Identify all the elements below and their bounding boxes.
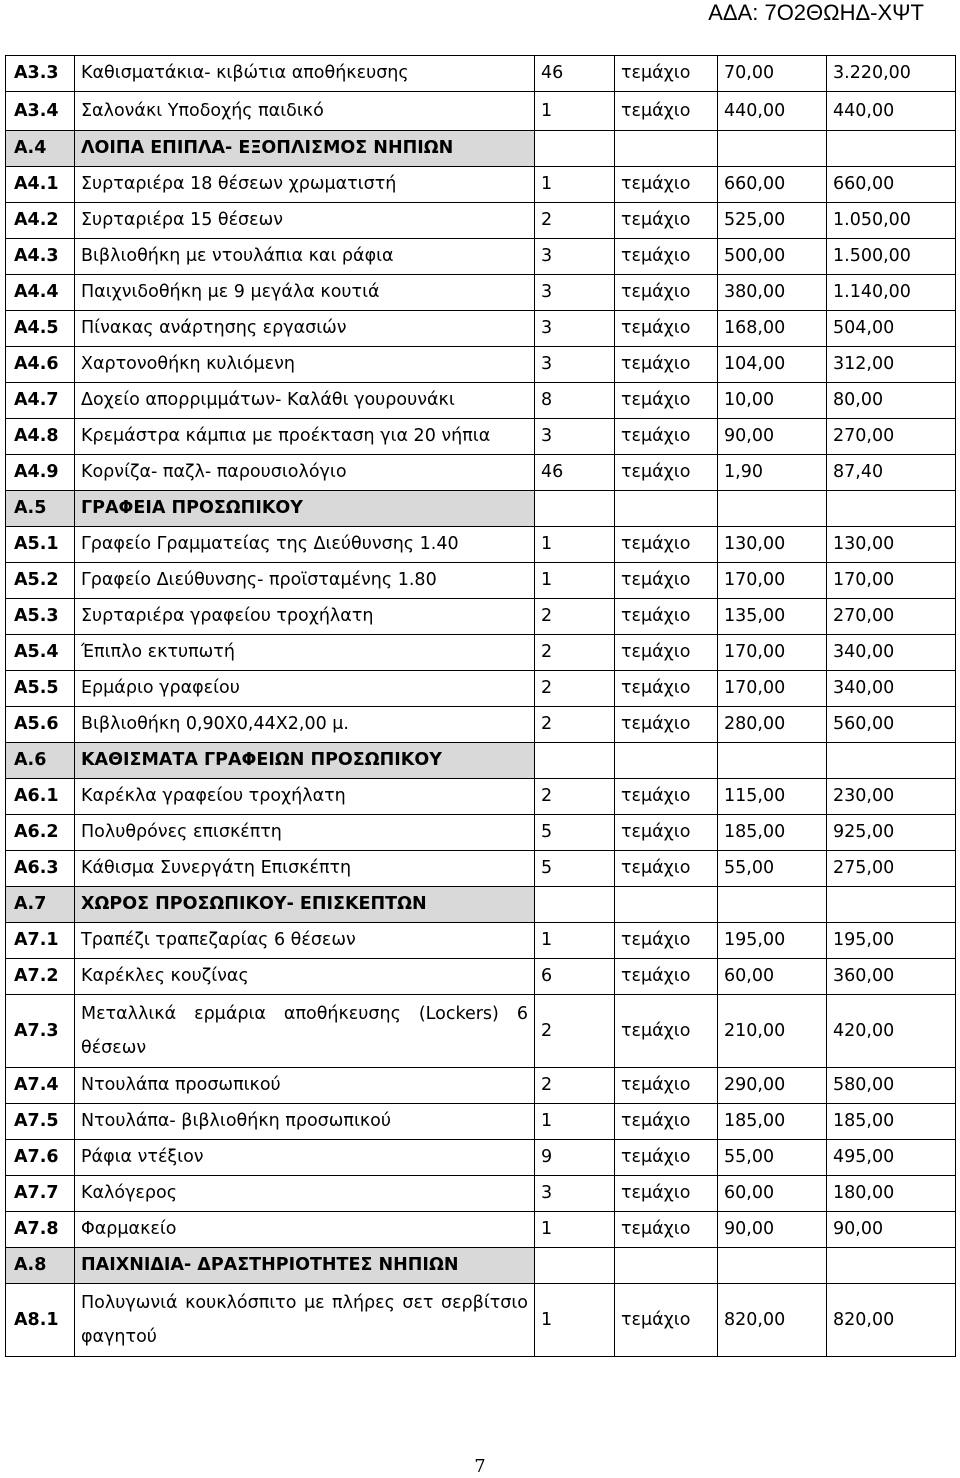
item-unit: τεμάχιο [615,527,718,563]
item-total: 340,00 [827,671,956,707]
item-quantity: 2 [535,599,615,635]
empty-cell [535,743,615,779]
item-quantity: 3 [535,1176,615,1212]
item-unit-price: 130,00 [718,527,827,563]
item-unit-price: 90,00 [718,1212,827,1248]
item-unit-price: 70,00 [718,56,827,92]
item-quantity: 5 [535,851,615,887]
item-description: Συρταριέρα γραφείου τροχήλατη [75,599,535,635]
item-quantity: 2 [535,707,615,743]
table-row [6,671,956,707]
item-unit: τεμάχιο [615,635,718,671]
item-unit: τεμάχιο [615,923,718,959]
item-unit-price: 195,00 [718,923,827,959]
item-code: Α5.4 [6,635,75,671]
item-unit-price: 210,00 [718,995,827,1068]
item-code: Α7.5 [6,1104,75,1140]
item-code: Α3.3 [6,56,75,92]
item-unit: τεμάχιο [615,1212,718,1248]
table-row [6,1212,956,1248]
section-title: ΛΟΙΠΑ ΕΠΙΠΛΑ- ΕΞΟΠΛΙΣΜΟΣ ΝΗΠΙΩΝ [75,131,535,167]
item-quantity: 6 [535,959,615,995]
item-code: Α5.3 [6,599,75,635]
item-code: Α7.7 [6,1176,75,1212]
empty-cell [535,131,615,167]
item-unit: τεμάχιο [615,455,718,491]
item-total: 660,00 [827,167,956,203]
item-description: Ντουλάπα- βιβλιοθήκη προσωπικού [75,1104,535,1140]
item-unit-price: 55,00 [718,1140,827,1176]
item-quantity: 1 [535,527,615,563]
item-quantity: 2 [535,203,615,239]
section-row [6,491,956,527]
item-unit: τεμάχιο [615,815,718,851]
item-description: Χαρτονοθήκη κυλιόμενη [75,347,535,383]
item-code: Α4.8 [6,419,75,455]
item-unit: τεμάχιο [615,671,718,707]
empty-cell [718,1248,827,1284]
item-total: 560,00 [827,707,956,743]
table-row [6,275,956,311]
item-unit: τεμάχιο [615,779,718,815]
empty-cell [718,743,827,779]
page-number: 7 [474,1456,486,1477]
item-unit-price: 820,00 [718,1284,827,1357]
empty-cell [718,887,827,923]
item-total: 130,00 [827,527,956,563]
item-quantity: 3 [535,347,615,383]
item-total: 230,00 [827,779,956,815]
item-unit-price: 10,00 [718,383,827,419]
item-total: 1.140,00 [827,275,956,311]
item-unit: τεμάχιο [615,1176,718,1212]
item-quantity: 1 [535,1104,615,1140]
table-row [6,419,956,455]
item-quantity: 46 [535,455,615,491]
item-total: 440,00 [827,92,956,131]
item-quantity: 8 [535,383,615,419]
item-unit-price: 170,00 [718,563,827,599]
empty-cell [535,491,615,527]
item-code: Α7.6 [6,1140,75,1176]
item-unit-price: 380,00 [718,275,827,311]
item-code: Α.4 [6,131,75,167]
empty-cell [718,491,827,527]
item-unit: τεμάχιο [615,1284,718,1357]
item-description: Κρεμάστρα κάμπια με προέκταση για 20 νήπια [75,419,535,455]
item-unit: τεμάχιο [615,347,718,383]
item-code: Α7.3 [6,995,75,1068]
item-total: 1.050,00 [827,203,956,239]
table-row [6,167,956,203]
item-description: Έπιπλο εκτυπωτή [75,635,535,671]
item-unit-price: 170,00 [718,671,827,707]
section-title: ΠΑΙΧΝΙΔΙΑ- ΔΡΑΣΤΗΡΙΟΤΗΤΕΣ ΝΗΠΙΩΝ [75,1248,535,1284]
table-body [6,56,956,1357]
table-row [6,1104,956,1140]
table-row [6,455,956,491]
item-description: Παιχνιδοθήκη με 9 μεγάλα κουτιά [75,275,535,311]
item-total: 820,00 [827,1284,956,1357]
section-row [6,1248,956,1284]
table-row [6,995,956,1068]
section-row [6,131,956,167]
item-description: Συρταριέρα 18 θέσεων χρωματιστή [75,167,535,203]
item-unit: τεμάχιο [615,419,718,455]
item-description: Ντουλάπα προσωπικού [75,1068,535,1104]
item-quantity: 3 [535,419,615,455]
item-unit-price: 1,90 [718,455,827,491]
table-row [6,239,956,275]
item-total: 170,00 [827,563,956,599]
item-code: Α4.9 [6,455,75,491]
item-unit: τεμάχιο [615,563,718,599]
item-unit-price: 185,00 [718,1104,827,1140]
item-total: 275,00 [827,851,956,887]
item-code: Α4.7 [6,383,75,419]
item-description-text: Πολυγωνιά κουκλόσπιτο με πλήρες σετ σερβίτσιο φαγητού [81,1293,528,1347]
item-description-text: Σαλονάκι Υποδοχής παιδικό [81,101,324,121]
section-title: ΓΡΑΦΕΙΑ ΠΡΟΣΩΠΙΚΟΥ [75,491,535,527]
item-unit: τεμάχιο [615,275,718,311]
item-unit: τεμάχιο [615,1068,718,1104]
item-quantity: 2 [535,671,615,707]
item-unit: τεμάχιο [615,707,718,743]
table-row [6,56,956,92]
table-row [6,92,956,131]
item-code: Α.6 [6,743,75,779]
item-total: 420,00 [827,995,956,1068]
ada-code: ΑΔΑ: 7Ο2ΘΩΗΔ-ΧΨΤ [708,0,924,25]
table-row [6,203,956,239]
item-quantity: 1 [535,563,615,599]
item-code: Α7.8 [6,1212,75,1248]
item-code: Α8.1 [6,1284,75,1357]
item-description: Βιβλιοθήκη με ντουλάπια και ράφια [75,239,535,275]
item-code: Α4.3 [6,239,75,275]
item-quantity: 1 [535,1284,615,1357]
item-quantity: 2 [535,1068,615,1104]
table-row [6,779,956,815]
item-total: 580,00 [827,1068,956,1104]
item-quantity: 1 [535,1212,615,1248]
item-total: 3.220,00 [827,56,956,92]
item-description: Πίνακας ανάρτησης εργασιών [75,311,535,347]
item-unit: τεμάχιο [615,311,718,347]
item-unit: τεμάχιο [615,851,718,887]
item-unit: τεμάχιο [615,995,718,1068]
item-description: Καλόγερος [75,1176,535,1212]
item-unit: τεμάχιο [615,239,718,275]
table-row [6,599,956,635]
item-description: Γραφείο Διεύθυνσης- προϊσταμένης 1.80 [75,563,535,599]
item-description: Κορνίζα- παζλ- παρουσιολόγιο [75,455,535,491]
item-description: Γραφείο Γραμματείας της Διεύθυνσης 1.40 [75,527,535,563]
item-total: 495,00 [827,1140,956,1176]
item-total: 270,00 [827,419,956,455]
item-total: 80,00 [827,383,956,419]
item-description: Δοχείο απορριμμάτων- Καλάθι γουρουνάκι [75,383,535,419]
item-unit-price: 170,00 [718,635,827,671]
item-unit-price: 115,00 [718,779,827,815]
item-description: Ερμάριο γραφείου [75,671,535,707]
item-unit-price: 135,00 [718,599,827,635]
item-quantity: 1 [535,167,615,203]
items-table [5,55,956,1357]
item-code: Α5.5 [6,671,75,707]
table-row [6,923,956,959]
empty-cell [615,1248,718,1284]
item-code: Α7.4 [6,1068,75,1104]
item-quantity: 2 [535,995,615,1068]
item-unit-price: 185,00 [718,815,827,851]
item-quantity: 2 [535,779,615,815]
item-unit: τεμάχιο [615,167,718,203]
item-unit: τεμάχιο [615,1104,718,1140]
item-unit-price: 500,00 [718,239,827,275]
item-code: Α7.2 [6,959,75,995]
empty-cell [827,491,956,527]
item-total: 360,00 [827,959,956,995]
item-code: Α4.5 [6,311,75,347]
item-description: Φαρμακείο [75,1212,535,1248]
item-code: Α5.2 [6,563,75,599]
item-description: Συρταριέρα 15 θέσεων [75,203,535,239]
item-unit-price: 280,00 [718,707,827,743]
table-row [6,347,956,383]
item-code: Α6.2 [6,815,75,851]
item-unit: τεμάχιο [615,599,718,635]
item-unit-price: 104,00 [718,347,827,383]
item-code: Α7.1 [6,923,75,959]
section-title: ΚΑΘΙΣΜΑΤΑ ΓΡΑΦΕΙΩΝ ΠΡΟΣΩΠΙΚΟΥ [75,743,535,779]
item-quantity: 3 [535,275,615,311]
item-description: Ράφια ντέξιον [75,1140,535,1176]
empty-cell [615,491,718,527]
item-total: 1.500,00 [827,239,956,275]
item-description: Κάθισμα Συνεργάτη Επισκέπτη [75,851,535,887]
item-total: 90,00 [827,1212,956,1248]
item-total: 925,00 [827,815,956,851]
empty-cell [615,131,718,167]
item-code: Α3.4 [6,92,75,131]
item-code: Α5.1 [6,527,75,563]
item-code: Α.8 [6,1248,75,1284]
item-description: Καρέκλες κουζίνας [75,959,535,995]
section-row [6,743,956,779]
item-code: Α4.6 [6,347,75,383]
item-code: Α.7 [6,887,75,923]
item-description [75,92,535,131]
empty-cell [827,131,956,167]
item-quantity: 2 [535,635,615,671]
item-unit-price: 525,00 [718,203,827,239]
item-unit-price: 55,00 [718,851,827,887]
item-code: Α6.1 [6,779,75,815]
table-row [6,563,956,599]
item-description: Βιβλιοθήκη 0,90Χ0,44Χ2,00 μ. [75,707,535,743]
item-unit: τεμάχιο [615,383,718,419]
item-unit: τεμάχιο [615,92,718,131]
item-total: 340,00 [827,635,956,671]
item-quantity: 46 [535,56,615,92]
item-description-text: Μεταλλικά ερμάρια αποθήκευσης (Lockers) 6 θέσεων [81,1004,528,1058]
item-code: Α4.4 [6,275,75,311]
item-total: 270,00 [827,599,956,635]
item-code: Α4.2 [6,203,75,239]
empty-cell [718,131,827,167]
item-description: Καρέκλα γραφείου τροχήλατη [75,779,535,815]
table-row [6,959,956,995]
table-row [6,815,956,851]
item-unit-price: 90,00 [718,419,827,455]
table-row [6,1140,956,1176]
item-unit-price: 440,00 [718,92,827,131]
item-unit-price: 60,00 [718,959,827,995]
item-code: Α6.3 [6,851,75,887]
empty-cell [827,743,956,779]
item-quantity: 3 [535,311,615,347]
table-row [6,527,956,563]
table-row [6,1176,956,1212]
table-row [6,1284,956,1357]
item-unit: τεμάχιο [615,203,718,239]
item-code: Α.5 [6,491,75,527]
item-description [75,995,535,1068]
item-total: 312,00 [827,347,956,383]
empty-cell [535,1248,615,1284]
table-row [6,635,956,671]
item-total: 87,40 [827,455,956,491]
table-row [6,311,956,347]
item-code: Α4.1 [6,167,75,203]
empty-cell [535,887,615,923]
item-quantity: 3 [535,239,615,275]
item-quantity: 1 [535,92,615,131]
item-description: Πολυθρόνες επισκέπτη [75,815,535,851]
table-row [6,1068,956,1104]
section-title: ΧΩΡΟΣ ΠΡΟΣΩΠΙΚΟΥ- ΕΠΙΣΚΕΠΤΩΝ [75,887,535,923]
item-quantity: 1 [535,923,615,959]
empty-cell [615,743,718,779]
item-total: 180,00 [827,1176,956,1212]
item-description: Τραπέζι τραπεζαρίας 6 θέσεων [75,923,535,959]
item-unit-price: 660,00 [718,167,827,203]
empty-cell [615,887,718,923]
item-total: 185,00 [827,1104,956,1140]
item-total: 504,00 [827,311,956,347]
item-quantity: 5 [535,815,615,851]
item-description: Καθισματάκια- κιβώτια αποθήκευσης [75,56,535,92]
table-row [6,707,956,743]
item-unit-price: 60,00 [718,1176,827,1212]
item-unit-price: 290,00 [718,1068,827,1104]
item-unit: τεμάχιο [615,56,718,92]
empty-cell [827,887,956,923]
item-unit: τεμάχιο [615,959,718,995]
item-code: Α5.6 [6,707,75,743]
item-total: 195,00 [827,923,956,959]
table-row [6,383,956,419]
item-quantity: 9 [535,1140,615,1176]
item-unit: τεμάχιο [615,1140,718,1176]
item-unit-price: 168,00 [718,311,827,347]
table-row [6,851,956,887]
section-row [6,887,956,923]
empty-cell [827,1248,956,1284]
item-description [75,1284,535,1357]
